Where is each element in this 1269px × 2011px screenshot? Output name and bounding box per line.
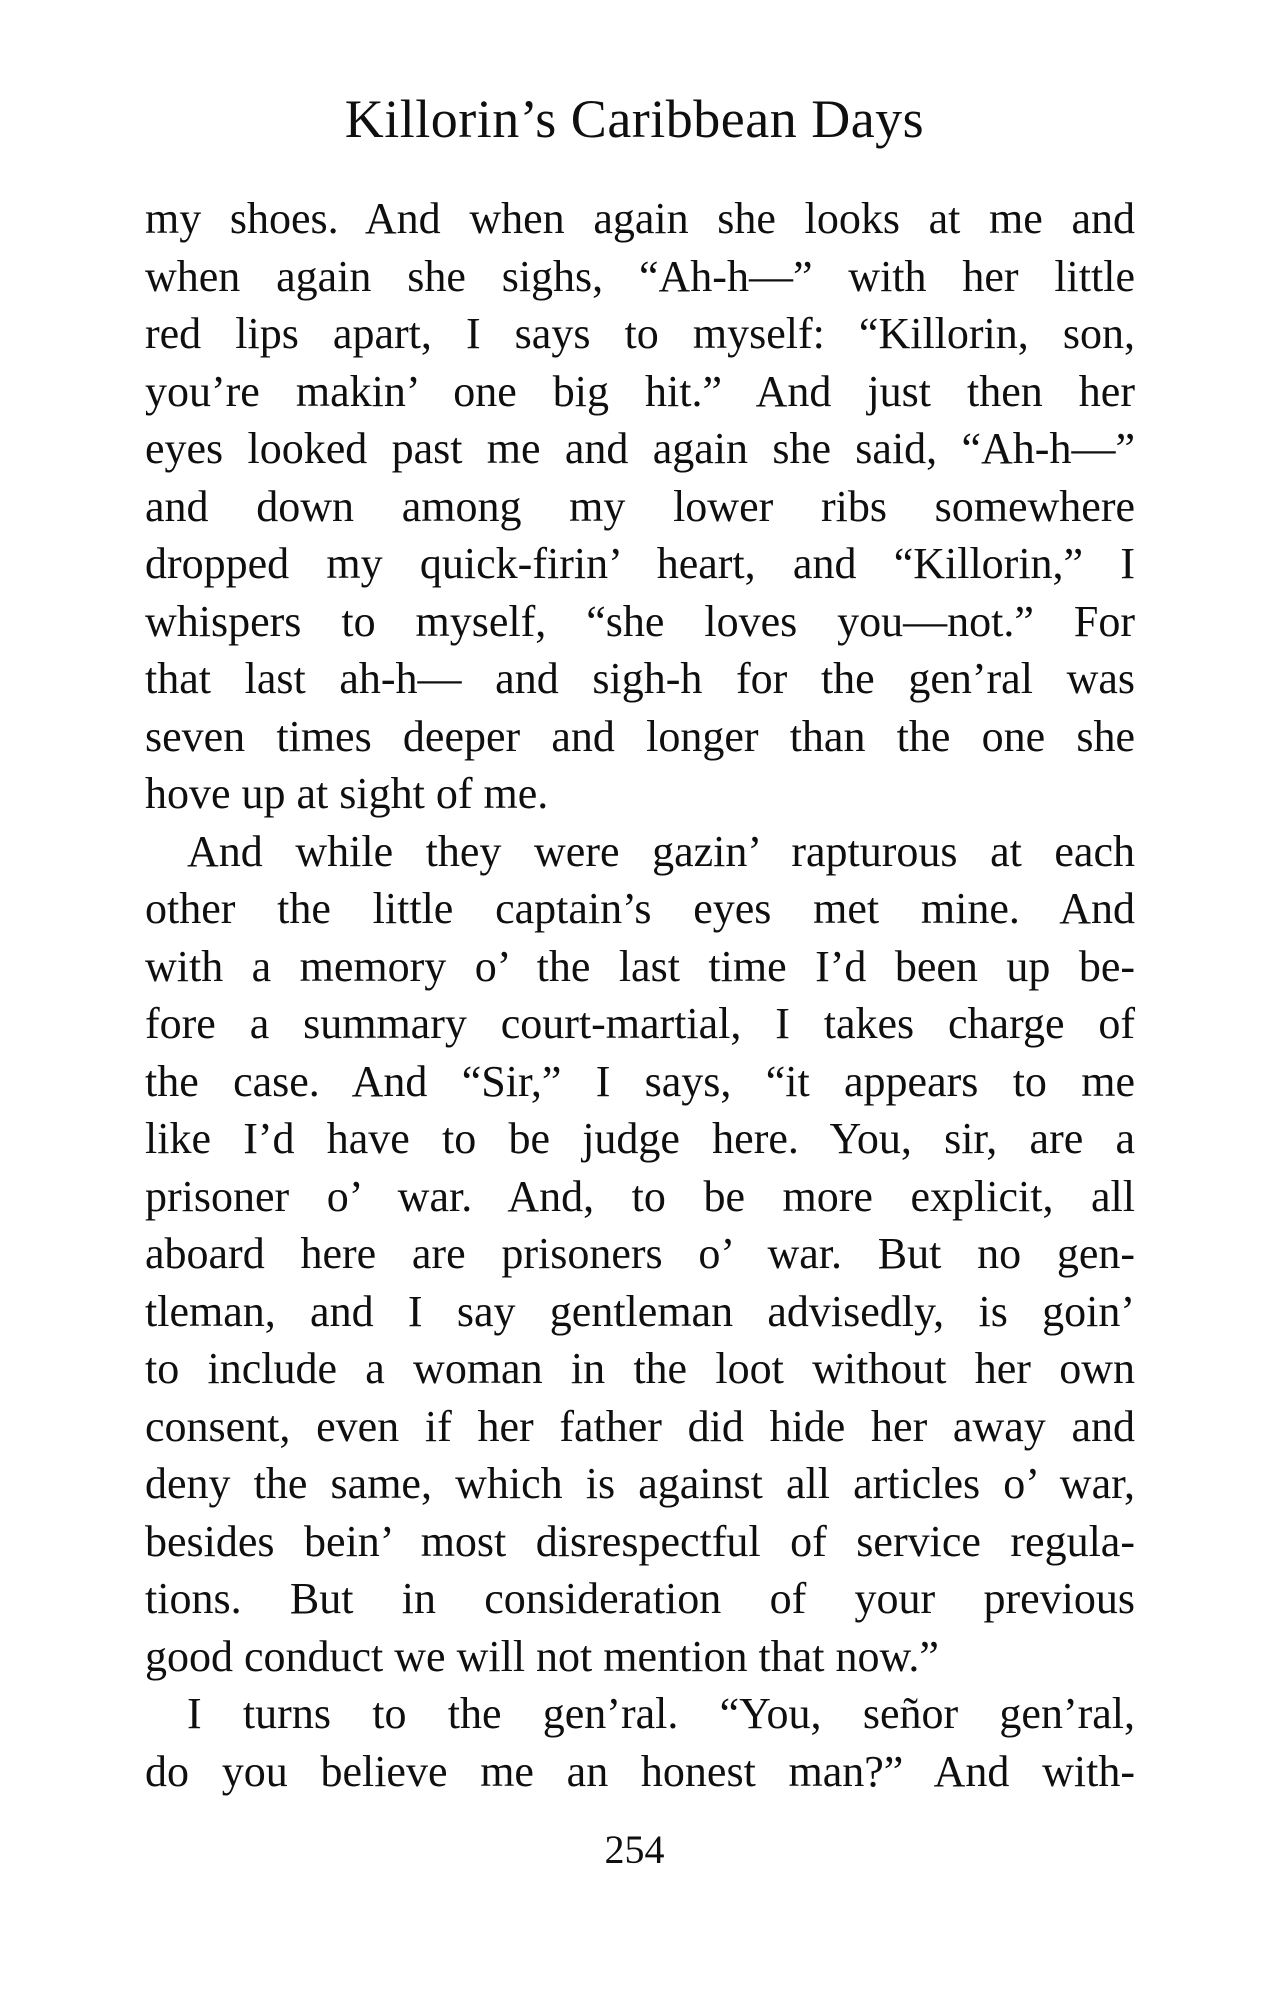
text-line: when again she sighs, “Ah-h—” with her little — [145, 251, 1135, 301]
page-number: 254 — [604, 1827, 665, 1872]
text-line: besides bein’ most disrespectful of service regula- — [145, 1516, 1135, 1566]
body-text — [145, 190, 1135, 1800]
paragraph-1 — [145, 190, 1135, 823]
text-line: aboard here are prisoners o’ war. But no gen- — [145, 1229, 1135, 1278]
paragraph-3 — [145, 1685, 1135, 1800]
text-line: I turns to the gen’ral. “You, señor gen’ral, — [187, 1689, 1135, 1738]
text-line: eyes looked past me and again she said, “Ah-h—” — [145, 424, 1135, 473]
text-line: other the little captain’s eyes met mine. And — [145, 884, 1135, 933]
text-line: deny the same, which is against all articles o’ war, — [145, 1459, 1135, 1508]
text-line: prisoner o’ war. And, to be more explicit, all — [145, 1171, 1135, 1221]
text-line: hove up at sight of me. — [145, 769, 549, 818]
text-line: seven times deeper and longer than the one she — [145, 711, 1135, 761]
text-line: tions. But in consideration of your previous — [145, 1574, 1135, 1623]
text-line: consent, even if her father did hide her away and — [145, 1401, 1135, 1451]
text-line: that last ah-h— and sigh-h for the gen’ral was — [145, 654, 1135, 703]
text-line: And while they were gazin’ rapturous at each — [187, 826, 1135, 876]
text-line: you’re makin’ one big hit.” And just then her — [145, 366, 1135, 416]
text-line: with a memory o’ the last time I’d been up be- — [145, 941, 1135, 991]
text-line: my shoes. And when again she looks at me and — [145, 194, 1135, 243]
text-line: dropped my quick-firin’ heart, and “Killorin,” I — [145, 539, 1135, 588]
text-line: and down among my lower ribs somewhere — [145, 481, 1135, 531]
text-line: the case. And “Sir,” I says, “it appears to me — [145, 1056, 1135, 1106]
text-line: tleman, and I say gentleman advisedly, is goin’ — [145, 1286, 1135, 1336]
text-line: good conduct we will not mention that now.” — [145, 1631, 939, 1681]
text-line: like I’d have to be judge here. You, sir, are a — [145, 1114, 1135, 1163]
text-line: red lips apart, I says to myself: “Killorin, son, — [145, 309, 1135, 358]
text-line: whispers to myself, “she loves you—not.” For — [145, 596, 1135, 646]
running-head: Killorin’s Caribbean Days — [344, 89, 925, 149]
text-line: do you believe me an honest man?” And with- — [145, 1746, 1135, 1796]
text-line: fore a summary court-martial, I takes charge of — [145, 999, 1135, 1048]
text-line: to include a woman in the loot without her own — [145, 1344, 1135, 1393]
paragraph-2 — [145, 823, 1135, 1686]
